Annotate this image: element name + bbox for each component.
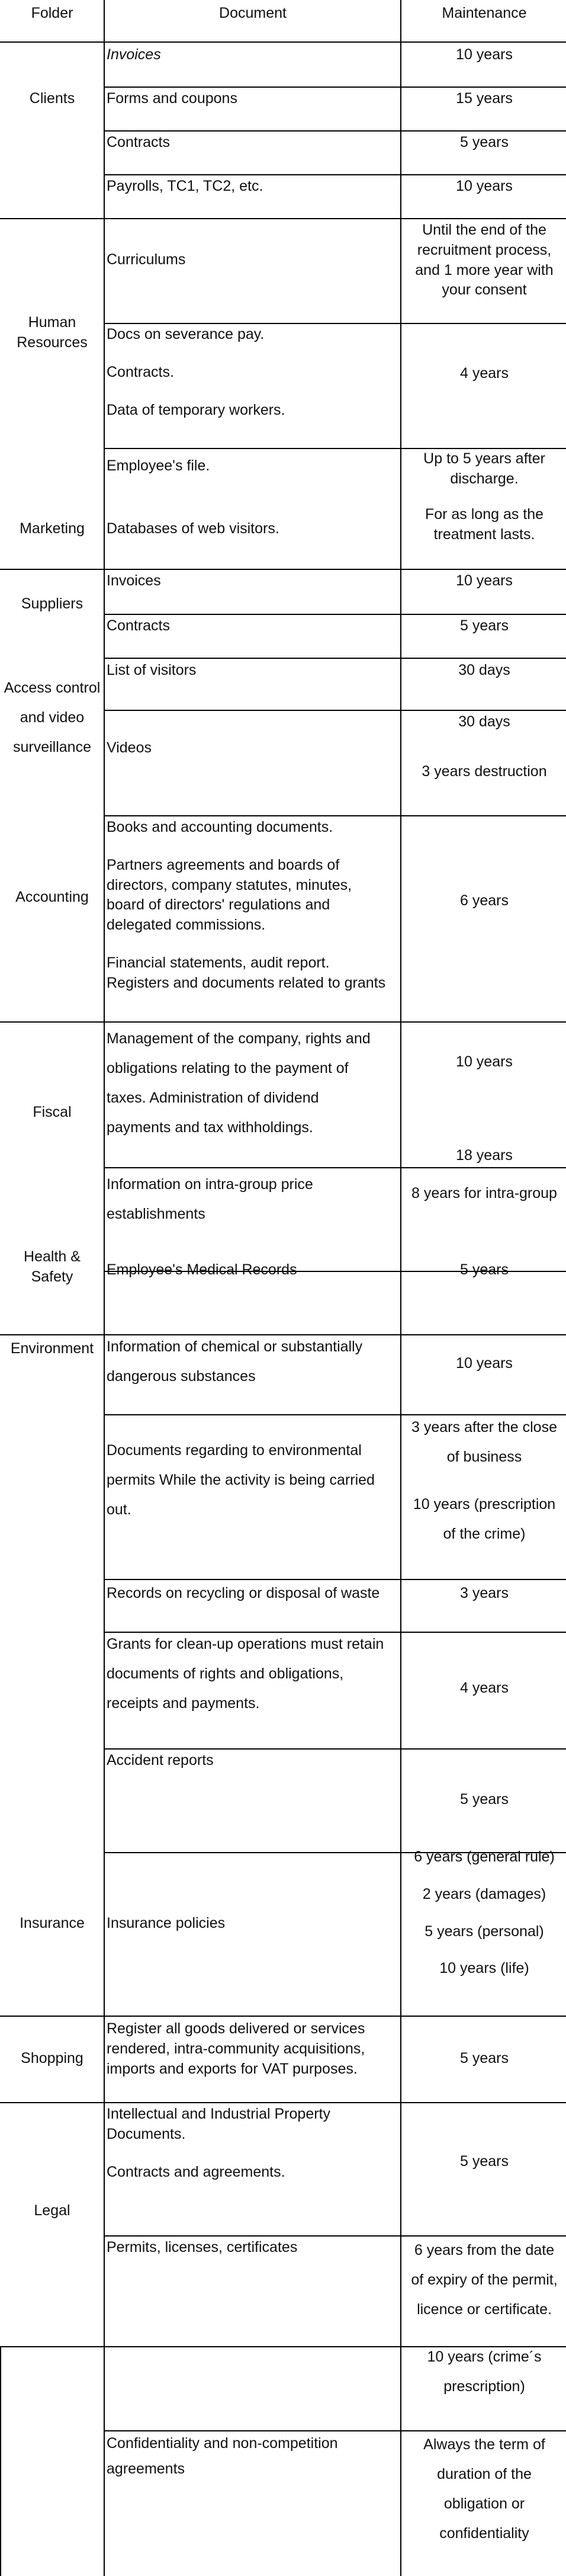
maint-env-permits: 3 years after the close of business 10 years (prescription of the crime)	[411, 1419, 557, 1542]
folder-environment: Environment	[10, 1340, 94, 1357]
doc-employee-file: Employee's file.	[107, 457, 210, 474]
row-divider	[104, 815, 566, 816]
doc-severance: Docs on severance pay. Contracts. Data of temporary workers.	[107, 326, 285, 418]
doc-env-permits: Documents regarding to environmental permits While the activity is being carried out.	[107, 1442, 375, 1518]
doc-management: Management of the company, rights and obligations relating to the payment of taxes. Administration of dividend payments and tax withholdings.	[107, 1030, 371, 1136]
row-divider	[104, 86, 566, 88]
folder-legal: Legal	[34, 2202, 70, 2219]
maint-shopping: 5 years	[460, 2050, 509, 2066]
doc-grants: Grants for clean-up operations must retain documents of rights and obligations, receipts and payments.	[107, 1636, 384, 1712]
folder-accounting: Accounting	[15, 889, 89, 905]
column-divider-folder	[104, 0, 105, 2576]
folder-health-safety: Health & Safety	[24, 1248, 81, 1285]
maint-legal-permits: 6 years from the date of expiry of the permit, licence or certificate. 10 years (crime´s prescription)	[411, 2242, 558, 2395]
maint-accident: 5 years	[460, 1791, 509, 1808]
maint-visitors: 30 days	[458, 662, 510, 678]
doc-web-visitors: Databases of web visitors.	[107, 520, 279, 537]
folder-marketing: Marketing	[20, 520, 85, 537]
row-divider	[0, 1021, 566, 1023]
maint-supplier-invoices: 10 years	[456, 572, 513, 589]
doc-insurance: Insurance policies	[107, 1915, 226, 1931]
row-divider	[104, 614, 566, 615]
row-divider	[104, 658, 566, 659]
row-divider	[104, 1579, 566, 1580]
doc-intragroup: Information on intra-group price establishments	[107, 1176, 313, 1222]
maint-chemical: 10 years	[456, 1355, 513, 1372]
doc-curriculums: Curriculums	[107, 251, 186, 268]
maint-employee-file: Up to 5 years after discharge.	[423, 450, 545, 487]
doc-recycling: Records on recycling or disposal of waste	[107, 1585, 380, 1601]
doc-intellectual-property: Intellectual and Industrial Property Documents. Contracts and agreements.	[107, 2106, 330, 2180]
header-folder: Folder	[31, 5, 73, 21]
maint-intellectual-property: 5 years	[460, 2153, 509, 2170]
row-divider	[104, 174, 566, 175]
row-divider	[0, 2016, 566, 2017]
doc-videos: Videos	[107, 739, 152, 756]
doc-chemical: Information of chemical or substantially dangerous substances	[107, 1338, 363, 1385]
doc-accounting: Books and accounting documents. Partners agreements and boards of directors, company statutes, minutes, board of directors' regulations and delegated commissions. Financial statements, audit report. Registers and documents related to grants	[107, 819, 386, 991]
row-divider	[104, 323, 566, 324]
maint-client-invoices: 10 years	[456, 46, 513, 63]
folder-suppliers: Suppliers	[21, 595, 83, 612]
folder-insurance: Insurance	[20, 1915, 85, 1931]
folder-fiscal: Fiscal	[33, 1104, 72, 1120]
doc-medical-records: Employee's Medical Records	[107, 1261, 297, 1278]
row-divider	[0, 41, 566, 43]
folder-human-resources: Human Resources	[17, 314, 88, 351]
doc-client-contracts: Contracts	[107, 134, 170, 150]
maint-curriculums: Until the end of the recruitment process, and 1 more year with your consent	[415, 222, 554, 299]
maint-severance: 4 years	[460, 365, 509, 382]
row-divider	[104, 130, 566, 132]
maint-medical-records: 5 years	[460, 1261, 509, 1278]
row-divider	[104, 710, 566, 711]
maint-accounting: 6 years	[460, 892, 509, 909]
doc-supplier-contracts: Contracts	[107, 617, 170, 634]
maint-confidentiality: Always the term of duration of the obligation or confidentiality	[423, 2436, 545, 2542]
folder-clients: Clients	[29, 90, 75, 107]
maint-insurance: 6 years (general rule) 2 years (damages) 5 years (personal) 10 years (life)	[414, 1848, 555, 1977]
doc-client-payrolls: Payrolls, TC1, TC2, etc.	[107, 178, 263, 194]
doc-visitors: List of visitors	[107, 662, 197, 678]
row-divider	[0, 218, 566, 219]
doc-client-invoices: Invoices	[107, 46, 161, 63]
doc-confidentiality: Confidentiality and non-competition agreements	[107, 2435, 338, 2477]
doc-client-forms: Forms and coupons	[107, 90, 237, 107]
left-border-legal	[0, 2346, 1, 2576]
maint-management: 10 years	[456, 1053, 513, 1070]
maint-recycling: 3 years	[460, 1585, 509, 1601]
maint-grants: 4 years	[460, 1680, 509, 1696]
maint-client-contracts: 5 years	[460, 134, 509, 150]
folder-access-control: Access control and video surveillance	[4, 680, 101, 755]
row-divider	[0, 2102, 566, 2103]
header-document: Document	[219, 5, 287, 21]
maint-intragroup: 18 years 8 years for intra-group	[411, 1147, 557, 1202]
maint-videos: 30 days 3 years destruction	[422, 713, 547, 780]
row-divider	[104, 1748, 566, 1750]
row-divider	[0, 569, 566, 570]
folder-shopping: Shopping	[21, 2050, 83, 2066]
doc-legal-permits: Permits, licenses, certificates	[107, 2239, 298, 2255]
doc-accident: Accident reports	[107, 1752, 214, 1768]
maint-client-forms: 15 years	[456, 90, 513, 107]
doc-shopping: Register all goods delivered or services rendered, intra-community acquisitions, imports and exports for VAT purposes.	[107, 2020, 365, 2077]
column-divider-document	[400, 0, 401, 2576]
header-maintenance: Maintenance	[442, 5, 527, 21]
doc-supplier-invoices: Invoices	[107, 572, 161, 589]
maint-client-payrolls: 10 years	[456, 178, 513, 194]
maint-web-visitors: For as long as the treatment lasts.	[424, 506, 544, 543]
maint-supplier-contracts: 5 years	[460, 617, 509, 634]
